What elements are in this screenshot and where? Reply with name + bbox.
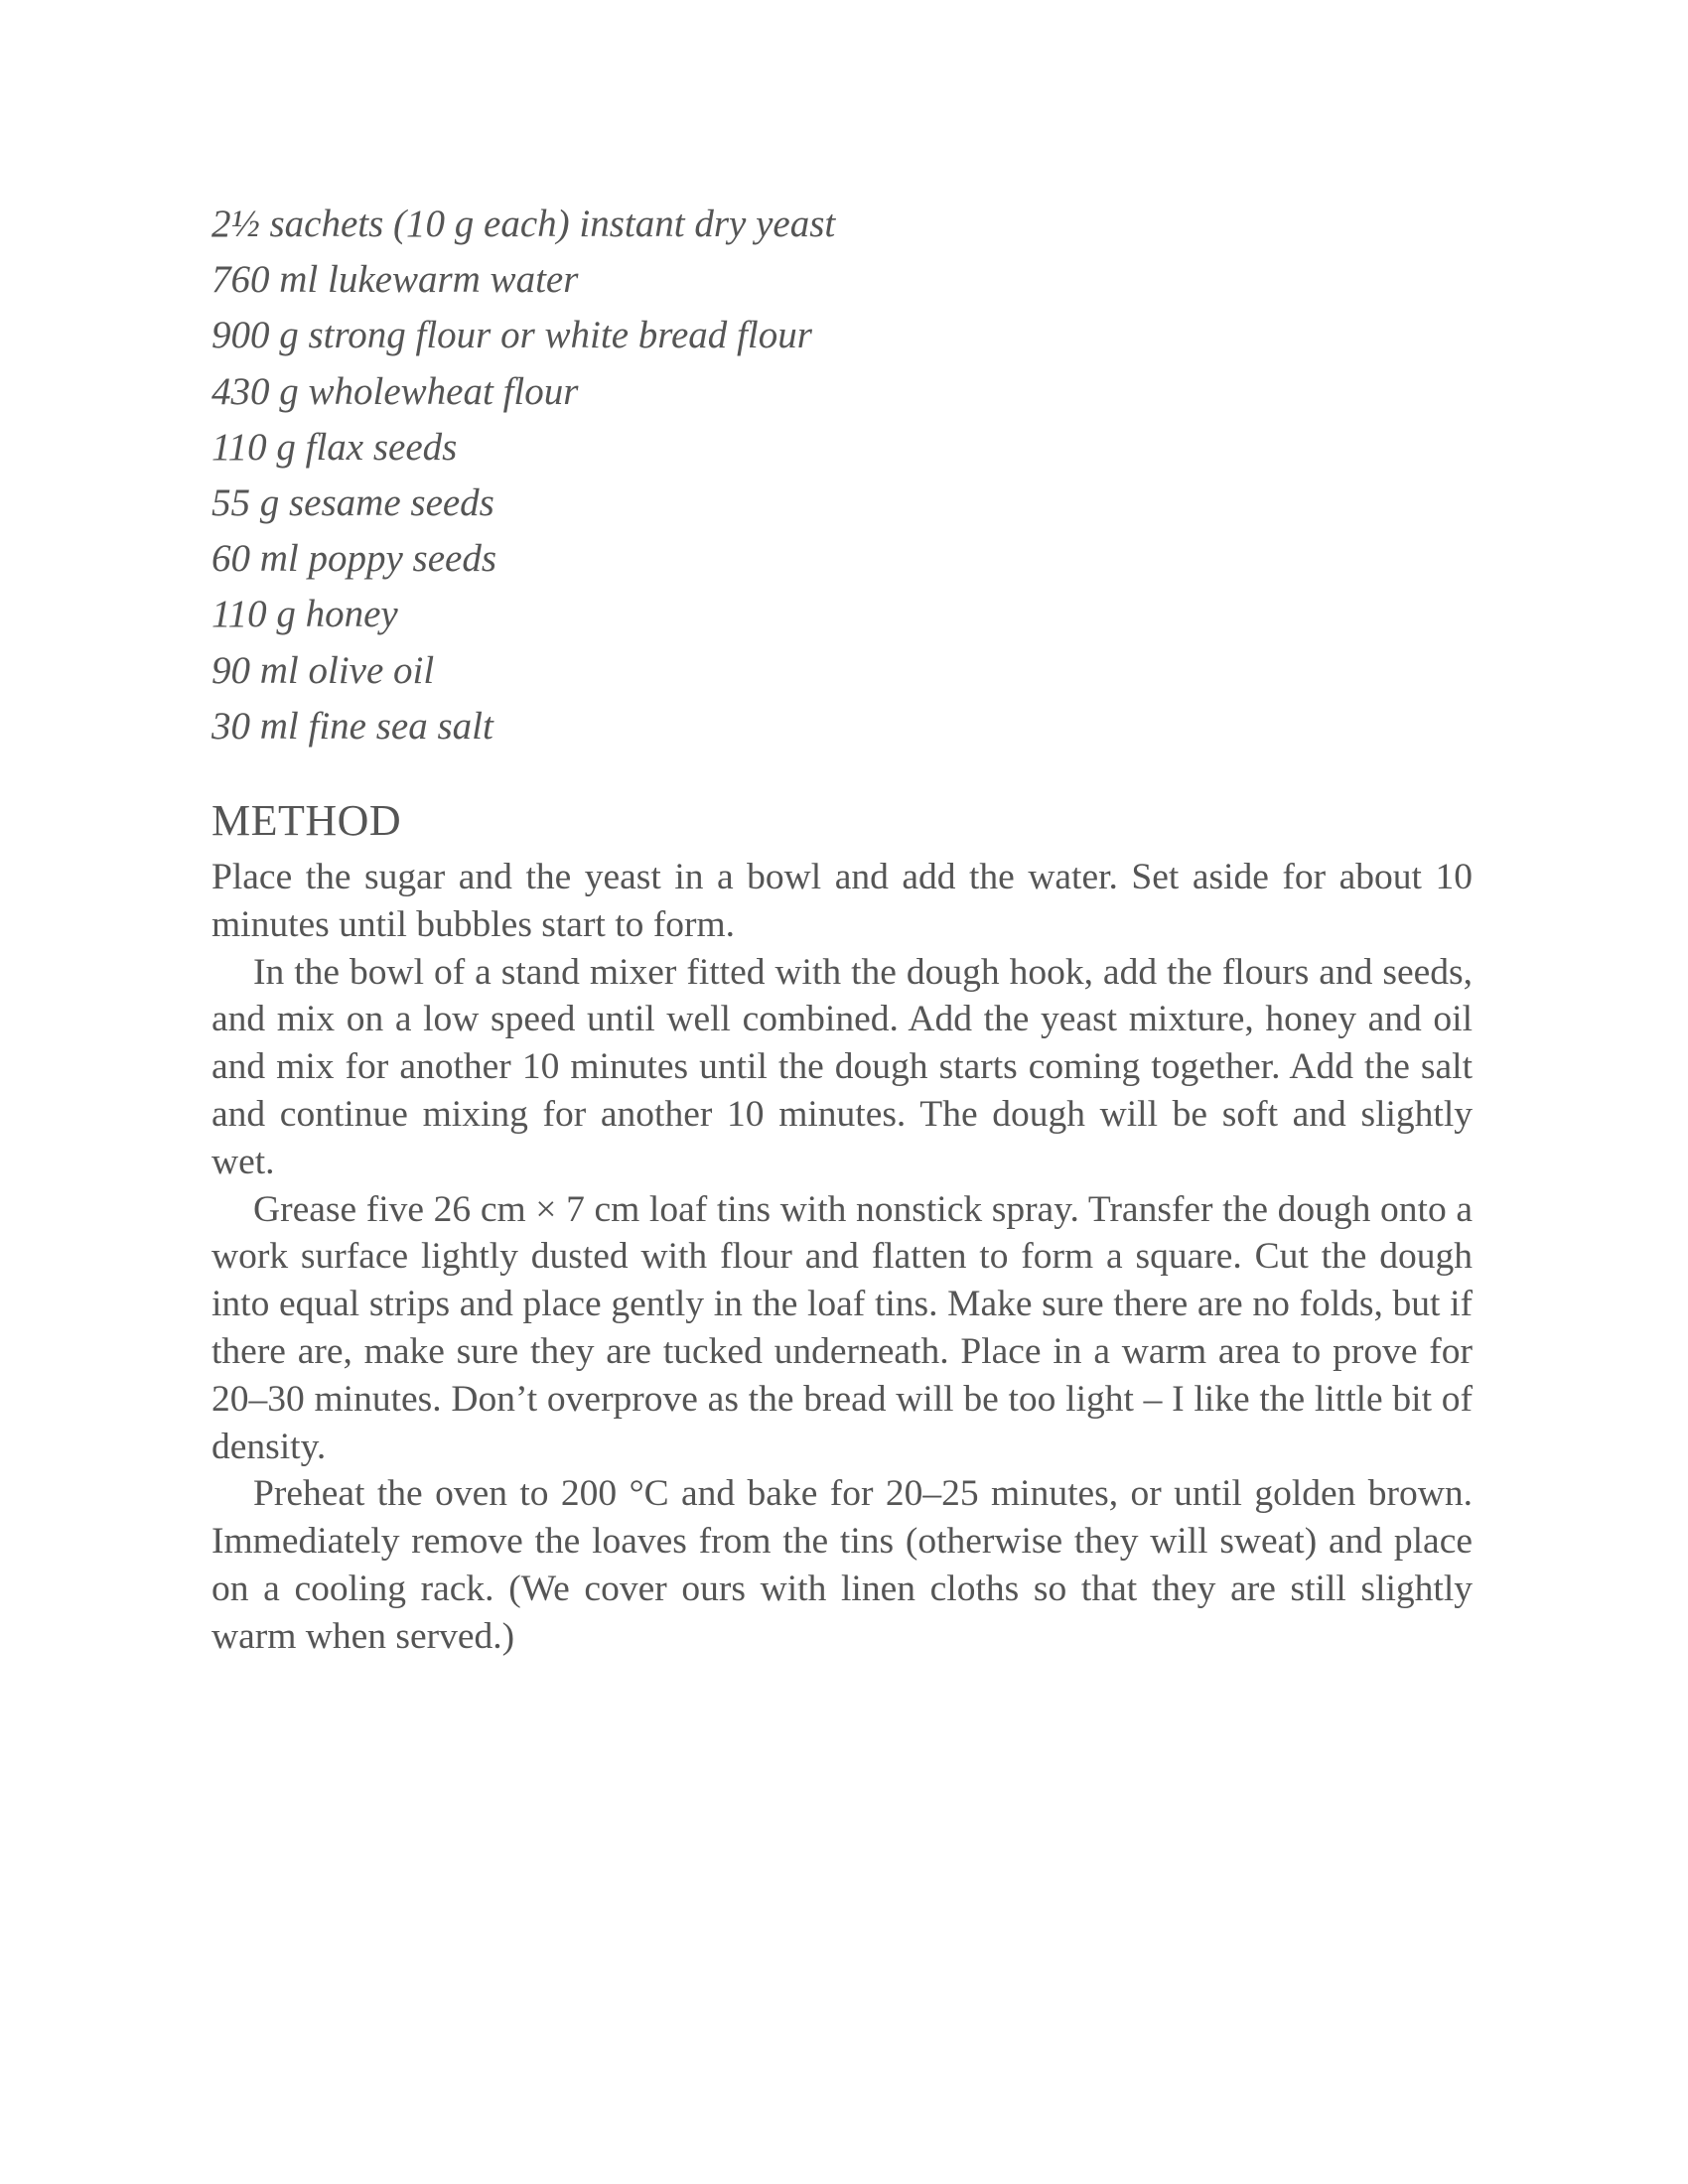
- method-heading: METHOD: [211, 796, 402, 845]
- ingredient-item: 55 g sesame seeds: [211, 481, 494, 525]
- method-paragraph: Place the sugar and the yeast in a bowl and add the water. Set aside for about 10 minutes until bubbles start to form.: [211, 857, 1473, 945]
- ingredient-item: 110 g flax seeds: [211, 425, 458, 469]
- ingredient-item: 900 g strong flour or white bread flour: [211, 314, 812, 357]
- method-paragraph: Grease five 26 cm × 7 cm loaf tins with nonstick spray. Transfer the dough onto a work surface lightly dusted with flour and flatten to form a square. Cut the dough into equal strips and place gently in the loaf tins. Make sure there are no folds, but if there are, make sure they are tucked underneath. Place in a warm area to prove for 20–30 minutes. Don’t overprove as the bread will be too light – I like the little bit of density.: [211, 1188, 1473, 1467]
- method-paragraph: In the bowl of a stand mixer fitted with the dough hook, add the flours and seeds, and mix on a low speed until well combined. Add the yeast mixture, honey and oil and mix for another 10 minutes until the dough starts coming together. Add the salt and continue mixing for another 10 minutes. The dough will be soft and slightly wet.: [211, 951, 1473, 1182]
- method-body: [211, 854, 1473, 1661]
- ingredient-item: 60 ml poppy seeds: [211, 537, 497, 581]
- ingredient-item: 760 ml lukewarm water: [211, 258, 579, 302]
- method-paragraph: Preheat the oven to 200 °C and bake for 20–25 minutes, or until golden brown. Immediately remove the loaves from the tins (otherwise they will sweat) and place on a cooling rack. (We cover ours with linen cloths so that they are still slightly warm when served.): [211, 1473, 1473, 1657]
- ingredient-item: 110 g honey: [211, 593, 398, 636]
- ingredient-item: 2½ sachets (10 g each) instant dry yeast: [211, 203, 836, 245]
- ingredient-item: 90 ml olive oil: [211, 648, 435, 692]
- ingredient-list: [211, 197, 835, 754]
- ingredient-item: 430 g wholewheat flour: [211, 369, 579, 413]
- ingredient-item: 30 ml fine sea salt: [211, 704, 493, 748]
